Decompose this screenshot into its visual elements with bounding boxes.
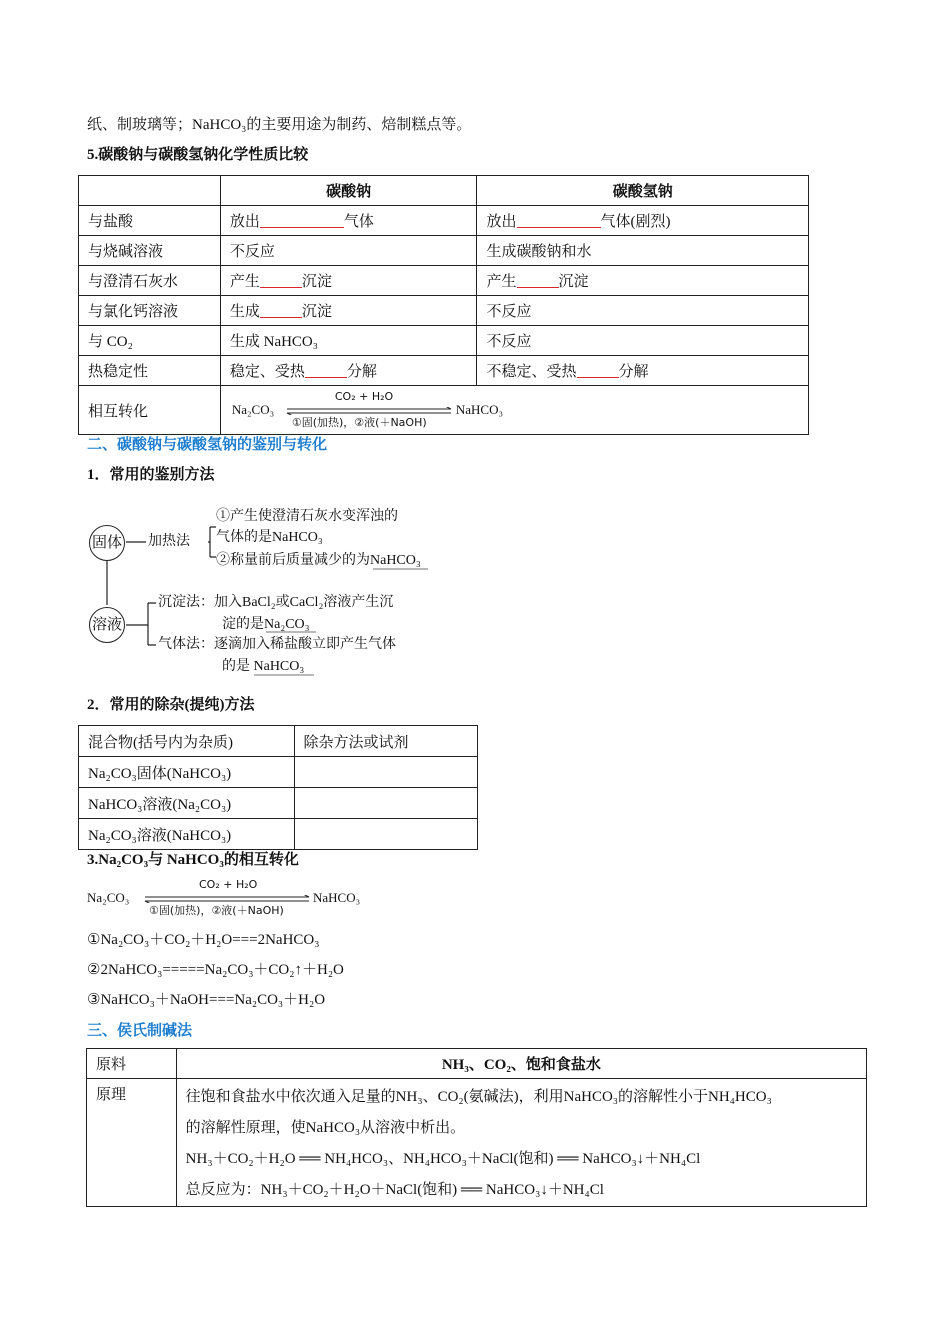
table-row bbox=[87, 1049, 867, 1079]
section3-title: 三、侯氏制碱法 bbox=[87, 1023, 193, 1039]
cell-text: 沉淀 bbox=[558, 274, 589, 290]
principle-label: 原理 bbox=[87, 1079, 177, 1207]
cell-text: 沉淀 bbox=[301, 274, 332, 290]
cell-b bbox=[477, 356, 809, 386]
cell-text: 生成 bbox=[229, 304, 260, 320]
cell-a bbox=[220, 356, 477, 386]
cell-text: 放出 bbox=[486, 214, 517, 230]
table-cell: NaHCO₃溶液(Na₂CO₃) bbox=[79, 788, 295, 819]
table-header-cell: 碳酸钠 bbox=[220, 176, 477, 206]
intro-line: 纸、制玻璃等；NaHCO₃的主要用途为制药、焙制糕点等。 bbox=[87, 117, 472, 133]
table-row bbox=[79, 757, 478, 788]
principle-line: 的溶解性原理，使NaHCO₃从溶液中析出。 bbox=[185, 1120, 466, 1136]
answer-blank[interactable] bbox=[260, 303, 302, 318]
conversion-bottom: ①固(加热)，②液(＋NaOH) bbox=[291, 416, 427, 429]
principle-cell bbox=[176, 1079, 866, 1207]
heat-step2: ②称量前后质量减少的为NaHCO₃ bbox=[216, 553, 421, 568]
table-row bbox=[87, 1079, 867, 1207]
table-row bbox=[79, 819, 478, 850]
equation-3: ③NaHCO₃＋NaOH===Na₂CO₃＋H₂O bbox=[87, 992, 326, 1008]
cell-text: 稳定、受热 bbox=[229, 364, 305, 380]
answer-cell[interactable] bbox=[294, 788, 477, 819]
identify-diagram bbox=[88, 505, 448, 685]
table-header-cell: 除杂方法或试剂 bbox=[294, 726, 477, 757]
principle-line: NH₃＋CO₂＋H₂O ══ NH₄HCO₃、NH₄HCO₃＋NaCl(饱和) ══ NaHCO₃↓＋NH₄Cl bbox=[185, 1151, 701, 1167]
table-header-row bbox=[79, 726, 478, 757]
cell-text: 不反应 bbox=[486, 334, 532, 350]
heat-step1b: 气体的是NaHCO₃ bbox=[216, 530, 323, 545]
raw-label: 原料 bbox=[87, 1049, 177, 1079]
cell-text: 沉淀 bbox=[301, 304, 332, 320]
hou-table bbox=[86, 1048, 867, 1207]
table-cell: Na₂CO₃溶液(NaHCO₃) bbox=[79, 819, 295, 850]
answer-blank[interactable] bbox=[517, 273, 559, 288]
table-row bbox=[79, 788, 478, 819]
sub3-title: 3.Na₂CO₃与 NaHCO₃的相互转化 bbox=[87, 852, 299, 868]
cell-a bbox=[220, 236, 477, 266]
principle-line: 往饱和食盐水中依次通入足量的NH₃、CO₂(氨碱法)，利用NaHCO₃的溶解性小于NH₄HCO₃ bbox=[185, 1089, 772, 1105]
conversion-bottom: ①固(加热)，②液(＋NaOH) bbox=[149, 904, 284, 917]
row-label: 热稳定性 bbox=[79, 356, 221, 386]
cell-text: 产生 bbox=[486, 274, 517, 290]
table-header-row bbox=[79, 176, 809, 206]
section5-title: 5.碳酸钠与碳酸氢钠化学性质比较 bbox=[87, 147, 309, 163]
heat-method: 加热法 bbox=[148, 534, 190, 549]
cell-b bbox=[477, 236, 809, 266]
row-label: 与盐酸 bbox=[79, 206, 221, 236]
conversion-top: CO₂ + H₂O bbox=[199, 878, 258, 891]
cell-a bbox=[220, 266, 477, 296]
answer-blank[interactable] bbox=[260, 273, 302, 288]
answer-blank[interactable] bbox=[577, 363, 619, 378]
conversion-left: Na₂CO₃ bbox=[87, 890, 130, 905]
principle-line: 总反应为：NH₃＋CO₂＋H₂O＋NaCl(饱和) ══ NaHCO₃↓＋NH₄Cl bbox=[185, 1182, 604, 1198]
cell-text: 生成 NaHCO₃ bbox=[229, 334, 318, 350]
row-label: 与 CO₂ bbox=[79, 326, 221, 356]
answer-cell[interactable] bbox=[294, 757, 477, 788]
cell-a bbox=[220, 296, 477, 326]
conversion-right: NaHCO₃ bbox=[455, 402, 503, 417]
conversion-diagram bbox=[230, 390, 799, 430]
table-header-cell: 混合物(括号内为杂质) bbox=[79, 726, 295, 757]
solid-circle: 固体 bbox=[89, 525, 125, 561]
cell-a bbox=[220, 326, 477, 356]
table-row bbox=[79, 206, 809, 236]
conversion-right: NaHCO₃ bbox=[313, 890, 361, 905]
conversion-left: Na₂CO₃ bbox=[231, 402, 275, 417]
row-label: 与氯化钙溶液 bbox=[79, 296, 221, 326]
row-label: 与澄清石灰水 bbox=[79, 266, 221, 296]
purify-table bbox=[78, 725, 478, 850]
raw-value: NH₃、CO₂、饱和食盐水 bbox=[176, 1049, 866, 1079]
table-row bbox=[79, 326, 809, 356]
cell-b bbox=[477, 296, 809, 326]
cell-text: 生成碳酸钠和水 bbox=[486, 244, 592, 260]
cell-text: 分解 bbox=[618, 364, 649, 380]
table-row bbox=[79, 386, 809, 435]
liquid-circle: 溶液 bbox=[89, 607, 125, 643]
equation-2: ②2NaHCO₃=====Na₂CO₃＋CO₂↑＋H₂O bbox=[87, 962, 344, 978]
answer-blank[interactable] bbox=[260, 213, 344, 228]
conversion-top: CO₂ + H₂O bbox=[334, 390, 394, 403]
row-label: 相互转化 bbox=[79, 386, 221, 435]
cell-a bbox=[220, 206, 477, 236]
cell-text: 不稳定、受热 bbox=[486, 364, 577, 380]
answer-cell[interactable] bbox=[294, 819, 477, 850]
gas-method-a: 气体法：逐滴加入稀盐酸立即产生气体 bbox=[158, 637, 396, 652]
cell-text: 分解 bbox=[346, 364, 377, 380]
section2-title: 二、碳酸钠与碳酸氢钠的鉴别与转化 bbox=[87, 437, 328, 453]
cell-text: 气体 bbox=[343, 214, 374, 230]
table-row bbox=[79, 296, 809, 326]
answer-blank[interactable] bbox=[517, 213, 601, 228]
conversion-diagram-2 bbox=[87, 877, 387, 919]
sub1-title: 1．常用的鉴别方法 bbox=[87, 467, 215, 483]
cell-text: 不反应 bbox=[229, 244, 275, 260]
cell-b bbox=[477, 326, 809, 356]
cell-text: 不反应 bbox=[486, 304, 532, 320]
compare-table bbox=[78, 175, 809, 435]
cell-b bbox=[477, 266, 809, 296]
cell-text: 产生 bbox=[229, 274, 260, 290]
precip-method-b: 淀的是Na₂CO₃ bbox=[222, 617, 310, 632]
conversion-cell bbox=[220, 386, 808, 435]
heat-step1a: ①产生使澄清石灰水变浑浊的 bbox=[216, 509, 398, 524]
table-row bbox=[79, 236, 809, 266]
precip-method-a: 沉淀法：加入BaCl₂或CaCl₂溶液产生沉 bbox=[158, 595, 394, 610]
equation-1: ①Na₂CO₃＋CO₂＋H₂O===2NaHCO₃ bbox=[87, 932, 320, 948]
table-header-cell: 碳酸氢钠 bbox=[477, 176, 809, 206]
table-header-cell bbox=[79, 176, 221, 206]
table-row bbox=[79, 356, 809, 386]
row-label: 与烧碱溶液 bbox=[79, 236, 221, 266]
cell-text: 气体(剧烈) bbox=[600, 214, 671, 230]
cell-b bbox=[477, 206, 809, 236]
table-row bbox=[79, 266, 809, 296]
cell-text: 放出 bbox=[229, 214, 260, 230]
table-cell: Na₂CO₃固体(NaHCO₃) bbox=[79, 757, 295, 788]
sub2-title: 2．常用的除杂(提纯)方法 bbox=[87, 697, 255, 713]
gas-method-b: 的是 NaHCO₃ bbox=[222, 659, 305, 674]
answer-blank[interactable] bbox=[305, 363, 347, 378]
